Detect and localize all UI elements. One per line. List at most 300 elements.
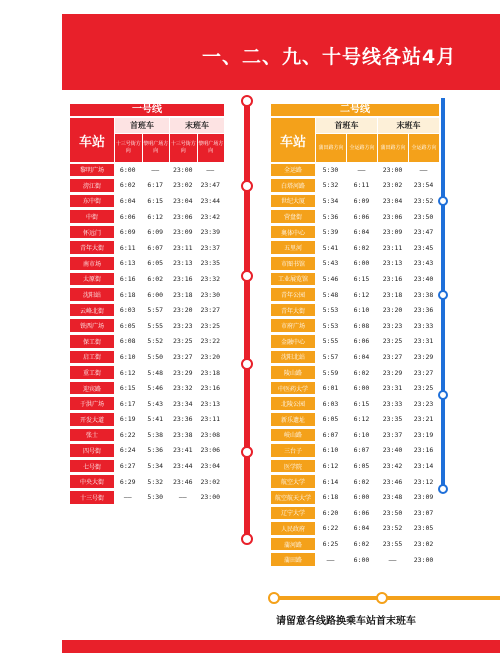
station-name: 奥体中心 bbox=[271, 226, 315, 239]
table-row bbox=[271, 427, 439, 443]
time-cell: 23:20 bbox=[382, 306, 403, 315]
table-row bbox=[271, 271, 439, 287]
time-cell: 5:52 bbox=[147, 337, 164, 346]
time-cell: 23:00 bbox=[200, 493, 221, 502]
station-name: 全运路 bbox=[271, 164, 315, 177]
direction-label: 全运路方向 bbox=[347, 134, 377, 162]
table-row bbox=[70, 224, 224, 240]
time-cell: 6:07 bbox=[353, 446, 370, 455]
table-row bbox=[271, 365, 439, 381]
time-cell: 23:02 bbox=[200, 477, 221, 486]
time-cell: 23:34 bbox=[172, 399, 193, 408]
time-cell: 23:27 bbox=[382, 352, 403, 361]
station-name: 营盘街 bbox=[271, 210, 315, 223]
time-cell: 6:09 bbox=[119, 228, 136, 237]
time-cell: 6:04 bbox=[353, 352, 370, 361]
time-cell: 23:14 bbox=[413, 462, 434, 471]
time-cell: 5:48 bbox=[147, 368, 164, 377]
time-cell: 23:16 bbox=[200, 384, 221, 393]
station-name: 三台子 bbox=[271, 444, 315, 457]
time-cell: 5:32 bbox=[147, 477, 164, 486]
direction-label: 十三号街方向 bbox=[170, 134, 197, 162]
time-cell: 6:15 bbox=[353, 274, 370, 283]
time-cell: 23:13 bbox=[382, 259, 403, 268]
table-row bbox=[271, 349, 439, 365]
table-row bbox=[271, 334, 439, 350]
time-cell: 6:08 bbox=[353, 321, 370, 330]
time-cell: 23:16 bbox=[172, 274, 193, 283]
time-cell: 23:18 bbox=[382, 290, 403, 299]
time-cell: 23:41 bbox=[172, 446, 193, 455]
time-cell: 23:02 bbox=[413, 540, 434, 549]
station-name: 陵山路 bbox=[271, 366, 315, 379]
last-train-header: 末班车 bbox=[170, 118, 224, 133]
station-dot bbox=[241, 180, 253, 192]
station-name: 重工街 bbox=[70, 366, 114, 379]
time-cell: 23:33 bbox=[413, 321, 434, 330]
station-name: 于洪广场 bbox=[70, 397, 114, 410]
time-cell: 5:50 bbox=[147, 352, 164, 361]
time-cell: 5:36 bbox=[147, 446, 164, 455]
time-cell: 6:18 bbox=[119, 290, 136, 299]
time-cell: 6:00 bbox=[353, 384, 370, 393]
station-name: 青年大街 bbox=[271, 304, 315, 317]
time-cell: 23:25 bbox=[413, 384, 434, 393]
time-cell: 23:37 bbox=[382, 430, 403, 439]
time-cell: 6:22 bbox=[322, 524, 339, 533]
time-cell: —— bbox=[206, 165, 215, 174]
time-cell: 5:53 bbox=[322, 321, 339, 330]
station-name: 东中街 bbox=[70, 195, 114, 208]
station-name: 迎宾路 bbox=[70, 382, 114, 395]
time-cell: 23:40 bbox=[413, 274, 434, 283]
time-cell: 23:44 bbox=[172, 462, 193, 471]
time-cell: 23:33 bbox=[382, 399, 403, 408]
time-cell: 6:00 bbox=[147, 290, 164, 299]
time-cell: 23:02 bbox=[172, 181, 193, 190]
time-cell: 5:34 bbox=[147, 462, 164, 471]
table-row bbox=[271, 536, 439, 552]
station-name: 市图书馆 bbox=[271, 257, 315, 270]
time-cell: 23:06 bbox=[200, 446, 221, 455]
time-cell: 6:02 bbox=[119, 181, 136, 190]
time-cell: 23:38 bbox=[172, 430, 193, 439]
time-cell: 6:22 bbox=[119, 430, 136, 439]
time-cell: 23:52 bbox=[382, 524, 403, 533]
time-cell: 6:02 bbox=[353, 540, 370, 549]
time-cell: 23:09 bbox=[382, 228, 403, 237]
time-cell: 23:46 bbox=[382, 477, 403, 486]
time-cell: 6:09 bbox=[353, 196, 370, 205]
time-cell: 23:37 bbox=[200, 243, 221, 252]
time-cell: 6:06 bbox=[353, 337, 370, 346]
time-cell: 5:57 bbox=[322, 352, 339, 361]
time-cell: 23:47 bbox=[200, 181, 221, 190]
time-cell: 6:00 bbox=[353, 259, 370, 268]
time-cell: —— bbox=[388, 555, 397, 564]
time-cell: 23:16 bbox=[413, 446, 434, 455]
line1-header bbox=[70, 118, 224, 162]
time-cell: 6:10 bbox=[119, 352, 136, 361]
time-cell: 23:11 bbox=[172, 243, 193, 252]
time-cell: 6:12 bbox=[353, 290, 370, 299]
time-cell: 23:43 bbox=[413, 259, 434, 268]
station-name: 辽宁大学 bbox=[271, 507, 315, 520]
time-cell: 23:46 bbox=[172, 477, 193, 486]
station-name: 蒲田路 bbox=[271, 553, 315, 566]
table-row bbox=[70, 302, 224, 318]
time-cell: 6:07 bbox=[322, 430, 339, 439]
time-cell: 23:11 bbox=[382, 243, 403, 252]
time-cell: 6:17 bbox=[147, 181, 164, 190]
time-cell: 23:09 bbox=[413, 493, 434, 502]
table-row bbox=[271, 521, 439, 537]
time-cell: 6:29 bbox=[119, 477, 136, 486]
station-name: 七号街 bbox=[70, 460, 114, 473]
time-cell: 6:12 bbox=[147, 212, 164, 221]
time-cell: 23:20 bbox=[172, 306, 193, 315]
time-cell: 23:27 bbox=[172, 352, 193, 361]
line1-title: 一号线 bbox=[70, 104, 224, 116]
time-cell: 5:30 bbox=[147, 493, 164, 502]
time-cell: 5:32 bbox=[322, 181, 339, 190]
time-cell: 6:25 bbox=[322, 540, 339, 549]
time-cell: 23:31 bbox=[382, 384, 403, 393]
time-cell: 23:47 bbox=[413, 228, 434, 237]
time-cell: 23:32 bbox=[200, 274, 221, 283]
table-row bbox=[70, 193, 224, 209]
station-dot bbox=[241, 358, 253, 370]
time-cell: 5:34 bbox=[322, 196, 339, 205]
direction-label: 黎明广场方向 bbox=[143, 134, 170, 162]
time-cell: 6:20 bbox=[322, 508, 339, 517]
station-header: 车站 bbox=[271, 118, 315, 162]
time-cell: 5:41 bbox=[147, 415, 164, 424]
station-dot bbox=[241, 446, 253, 458]
station-dot bbox=[438, 484, 448, 494]
time-cell: 23:54 bbox=[413, 181, 434, 190]
time-cell: 6:00 bbox=[119, 165, 136, 174]
time-cell: 23:18 bbox=[200, 368, 221, 377]
station-name: 黎明广场 bbox=[70, 164, 114, 177]
time-cell: 6:15 bbox=[119, 384, 136, 393]
table-row bbox=[271, 443, 439, 459]
table-row bbox=[70, 427, 224, 443]
time-cell: 23:00 bbox=[172, 165, 193, 174]
station-name: 人民政府 bbox=[271, 522, 315, 535]
table-row bbox=[70, 271, 224, 287]
table-row bbox=[271, 412, 439, 428]
station-name: 北陵公园 bbox=[271, 397, 315, 410]
time-cell: 6:15 bbox=[147, 196, 164, 205]
time-cell: 6:15 bbox=[353, 399, 370, 408]
direction-label: 黎明广场方向 bbox=[198, 134, 225, 162]
time-cell: 23:25 bbox=[172, 337, 193, 346]
station-name: 南市场 bbox=[70, 257, 114, 270]
time-cell: 6:11 bbox=[119, 243, 136, 252]
time-cell: 23:13 bbox=[172, 259, 193, 268]
table-row bbox=[271, 552, 439, 568]
station-dot bbox=[268, 592, 280, 604]
table-row bbox=[70, 443, 224, 459]
time-cell: 5:30 bbox=[322, 165, 339, 174]
station-dot bbox=[241, 533, 253, 545]
station-dot bbox=[438, 390, 448, 400]
time-cell: 6:07 bbox=[147, 243, 164, 252]
direction-label: 蒲田路方向 bbox=[378, 134, 408, 162]
station-name: 滂江街 bbox=[70, 179, 114, 192]
time-cell: 23:22 bbox=[200, 337, 221, 346]
time-cell: 23:06 bbox=[172, 212, 193, 221]
time-cell: 23:44 bbox=[200, 196, 221, 205]
time-cell: 23:09 bbox=[172, 228, 193, 237]
time-cell: 5:57 bbox=[147, 306, 164, 315]
table-row bbox=[70, 349, 224, 365]
table-row bbox=[271, 380, 439, 396]
station-name: 工业展览馆 bbox=[271, 273, 315, 286]
time-cell: 23:25 bbox=[382, 337, 403, 346]
table-row bbox=[271, 396, 439, 412]
time-cell: 6:27 bbox=[119, 462, 136, 471]
transfer-notice: 请留意各线路换乘车站首末班车 bbox=[276, 616, 416, 627]
time-cell: 23:50 bbox=[413, 212, 434, 221]
time-cell: 6:04 bbox=[119, 196, 136, 205]
time-cell: 6:13 bbox=[119, 259, 136, 268]
time-cell: 23:35 bbox=[200, 259, 221, 268]
time-cell: 6:12 bbox=[353, 415, 370, 424]
table-row bbox=[271, 256, 439, 272]
time-cell: 23:23 bbox=[413, 399, 434, 408]
station-dot bbox=[376, 592, 388, 604]
table-row bbox=[271, 489, 439, 505]
time-cell: 6:04 bbox=[353, 228, 370, 237]
table-row bbox=[70, 458, 224, 474]
time-cell: 6:05 bbox=[322, 415, 339, 424]
line2-timetable bbox=[271, 104, 439, 567]
table-row bbox=[271, 302, 439, 318]
time-cell: 23:32 bbox=[172, 384, 193, 393]
banner-title: 一、二、九、十号线各站4月 bbox=[202, 46, 457, 68]
time-cell: 6:16 bbox=[119, 274, 136, 283]
time-cell: 23:04 bbox=[200, 462, 221, 471]
first-train-header: 首班车 bbox=[115, 118, 169, 133]
time-cell: 23:27 bbox=[413, 368, 434, 377]
table-row bbox=[70, 396, 224, 412]
time-cell: 23:05 bbox=[413, 524, 434, 533]
table-row bbox=[70, 334, 224, 350]
time-cell: 23:19 bbox=[413, 430, 434, 439]
station-name: 航空航天大学 bbox=[271, 491, 315, 504]
station-name: 白塔河路 bbox=[271, 179, 315, 192]
time-cell: 23:52 bbox=[413, 196, 434, 205]
station-dot bbox=[438, 196, 448, 206]
time-cell: —— bbox=[178, 493, 187, 502]
station-name: 开发大道 bbox=[70, 413, 114, 426]
station-name: 新乐遗址 bbox=[271, 413, 315, 426]
station-name: 蒲河路 bbox=[271, 538, 315, 551]
station-name: 航空大学 bbox=[271, 475, 315, 488]
station-name: 世纪大厦 bbox=[271, 195, 315, 208]
time-cell: 23:23 bbox=[172, 321, 193, 330]
station-name: 五里河 bbox=[271, 241, 315, 254]
time-cell: 23:13 bbox=[200, 399, 221, 408]
time-cell: 6:00 bbox=[353, 493, 370, 502]
time-cell: 23:45 bbox=[413, 243, 434, 252]
table-row bbox=[70, 412, 224, 428]
table-row bbox=[271, 193, 439, 209]
time-cell: 6:02 bbox=[147, 274, 164, 283]
time-cell: 23:00 bbox=[382, 165, 403, 174]
time-cell: 6:03 bbox=[322, 399, 339, 408]
table-row bbox=[70, 240, 224, 256]
time-cell: 23:08 bbox=[200, 430, 221, 439]
table-row bbox=[271, 178, 439, 194]
station-name: 医学院 bbox=[271, 460, 315, 473]
time-cell: 6:14 bbox=[322, 477, 339, 486]
station-name: 铁西广场 bbox=[70, 319, 114, 332]
time-cell: 23:04 bbox=[172, 196, 193, 205]
station-name: 中央大街 bbox=[70, 475, 114, 488]
table-row bbox=[70, 474, 224, 490]
time-cell: 6:00 bbox=[353, 555, 370, 564]
time-cell: 23:40 bbox=[382, 446, 403, 455]
time-cell: 5:38 bbox=[147, 430, 164, 439]
table-row bbox=[271, 162, 439, 178]
time-cell: 6:02 bbox=[353, 368, 370, 377]
station-name: 青年大街 bbox=[70, 241, 114, 254]
station-name: 中医药大学 bbox=[271, 382, 315, 395]
time-cell: 23:06 bbox=[382, 212, 403, 221]
time-cell: 23:27 bbox=[200, 306, 221, 315]
time-cell: 6:18 bbox=[322, 493, 339, 502]
table-row bbox=[271, 474, 439, 490]
time-cell: 6:19 bbox=[119, 415, 136, 424]
time-cell: —— bbox=[151, 165, 160, 174]
time-cell: 5:48 bbox=[322, 290, 339, 299]
time-cell: 23:11 bbox=[200, 415, 221, 424]
station-name: 沈阳北站 bbox=[271, 351, 315, 364]
time-cell: 23:38 bbox=[413, 290, 434, 299]
station-dot bbox=[241, 95, 253, 107]
time-cell: 23:23 bbox=[382, 321, 403, 330]
time-cell: 23:25 bbox=[200, 321, 221, 330]
time-cell: 23:42 bbox=[200, 212, 221, 221]
time-cell: 23:04 bbox=[382, 196, 403, 205]
direction-label: 全运路方向 bbox=[409, 134, 439, 162]
station-name: 十三号街 bbox=[70, 491, 114, 504]
time-cell: 6:06 bbox=[119, 212, 136, 221]
time-cell: 23:48 bbox=[382, 493, 403, 502]
time-cell: 5:43 bbox=[322, 259, 339, 268]
station-name: 四号街 bbox=[70, 444, 114, 457]
time-cell: 5:43 bbox=[147, 399, 164, 408]
line1-route-line bbox=[244, 99, 250, 541]
time-cell: 23:29 bbox=[413, 352, 434, 361]
table-row bbox=[70, 489, 224, 505]
station-name: 保工街 bbox=[70, 335, 114, 348]
time-cell: —— bbox=[357, 165, 366, 174]
station-name: 沈阳站 bbox=[70, 288, 114, 301]
last-train-header: 末班车 bbox=[378, 118, 439, 133]
time-cell: 23:21 bbox=[413, 415, 434, 424]
table-row bbox=[70, 209, 224, 225]
time-cell: 6:08 bbox=[119, 337, 136, 346]
time-cell: 6:06 bbox=[353, 212, 370, 221]
time-cell: 23:31 bbox=[413, 337, 434, 346]
footer-bar bbox=[62, 640, 500, 653]
time-cell: 6:05 bbox=[119, 321, 136, 330]
table-row bbox=[271, 224, 439, 240]
time-cell: 6:12 bbox=[119, 368, 136, 377]
table-row bbox=[70, 256, 224, 272]
time-cell: 23:18 bbox=[172, 290, 193, 299]
header-banner bbox=[62, 14, 500, 90]
time-cell: 6:03 bbox=[119, 306, 136, 315]
time-cell: 6:10 bbox=[353, 430, 370, 439]
time-cell: 6:04 bbox=[353, 524, 370, 533]
station-name: 云峰北街 bbox=[70, 304, 114, 317]
time-cell: 5:46 bbox=[322, 274, 339, 283]
time-cell: 6:02 bbox=[353, 243, 370, 252]
table-row bbox=[271, 505, 439, 521]
time-cell: 5:55 bbox=[147, 321, 164, 330]
station-name: 张士 bbox=[70, 429, 114, 442]
time-cell: 5:55 bbox=[322, 337, 339, 346]
time-cell: 6:11 bbox=[353, 181, 370, 190]
station-name: 中街 bbox=[70, 210, 114, 223]
table-row bbox=[271, 287, 439, 303]
time-cell: 6:10 bbox=[353, 306, 370, 315]
time-cell: 6:24 bbox=[119, 446, 136, 455]
direction-label: 蒲田路方向 bbox=[316, 134, 346, 162]
time-cell: —— bbox=[123, 493, 132, 502]
time-cell: 6:06 bbox=[353, 508, 370, 517]
time-cell: 23:00 bbox=[413, 555, 434, 564]
first-train-header: 首班车 bbox=[316, 118, 377, 133]
time-cell: 23:20 bbox=[200, 352, 221, 361]
time-cell: 23:12 bbox=[413, 477, 434, 486]
station-name: 金融中心 bbox=[271, 335, 315, 348]
station-name: 怀远门 bbox=[70, 226, 114, 239]
direction-label: 十三号街方向 bbox=[115, 134, 142, 162]
station-header: 车站 bbox=[70, 118, 114, 162]
station-name: 岐山路 bbox=[271, 429, 315, 442]
time-cell: 23:35 bbox=[382, 415, 403, 424]
time-cell: 23:16 bbox=[382, 274, 403, 283]
time-cell: 5:39 bbox=[322, 228, 339, 237]
station-name: 启工街 bbox=[70, 351, 114, 364]
table-row bbox=[271, 240, 439, 256]
time-cell: 6:05 bbox=[353, 462, 370, 471]
time-cell: 23:50 bbox=[382, 508, 403, 517]
line1-timetable bbox=[70, 104, 224, 505]
time-cell: 5:36 bbox=[322, 212, 339, 221]
table-row bbox=[70, 318, 224, 334]
table-row bbox=[70, 178, 224, 194]
table-row bbox=[271, 458, 439, 474]
line2-title: 二号线 bbox=[271, 104, 439, 116]
time-cell: 23:29 bbox=[382, 368, 403, 377]
time-cell: 23:29 bbox=[172, 368, 193, 377]
time-cell: 5:53 bbox=[322, 306, 339, 315]
time-cell: 23:55 bbox=[382, 540, 403, 549]
time-cell: 6:12 bbox=[322, 462, 339, 471]
table-row bbox=[271, 318, 439, 334]
line2-rows bbox=[271, 162, 439, 567]
time-cell: 23:42 bbox=[382, 462, 403, 471]
station-dot bbox=[438, 290, 448, 300]
station-name: 青年公园 bbox=[271, 288, 315, 301]
